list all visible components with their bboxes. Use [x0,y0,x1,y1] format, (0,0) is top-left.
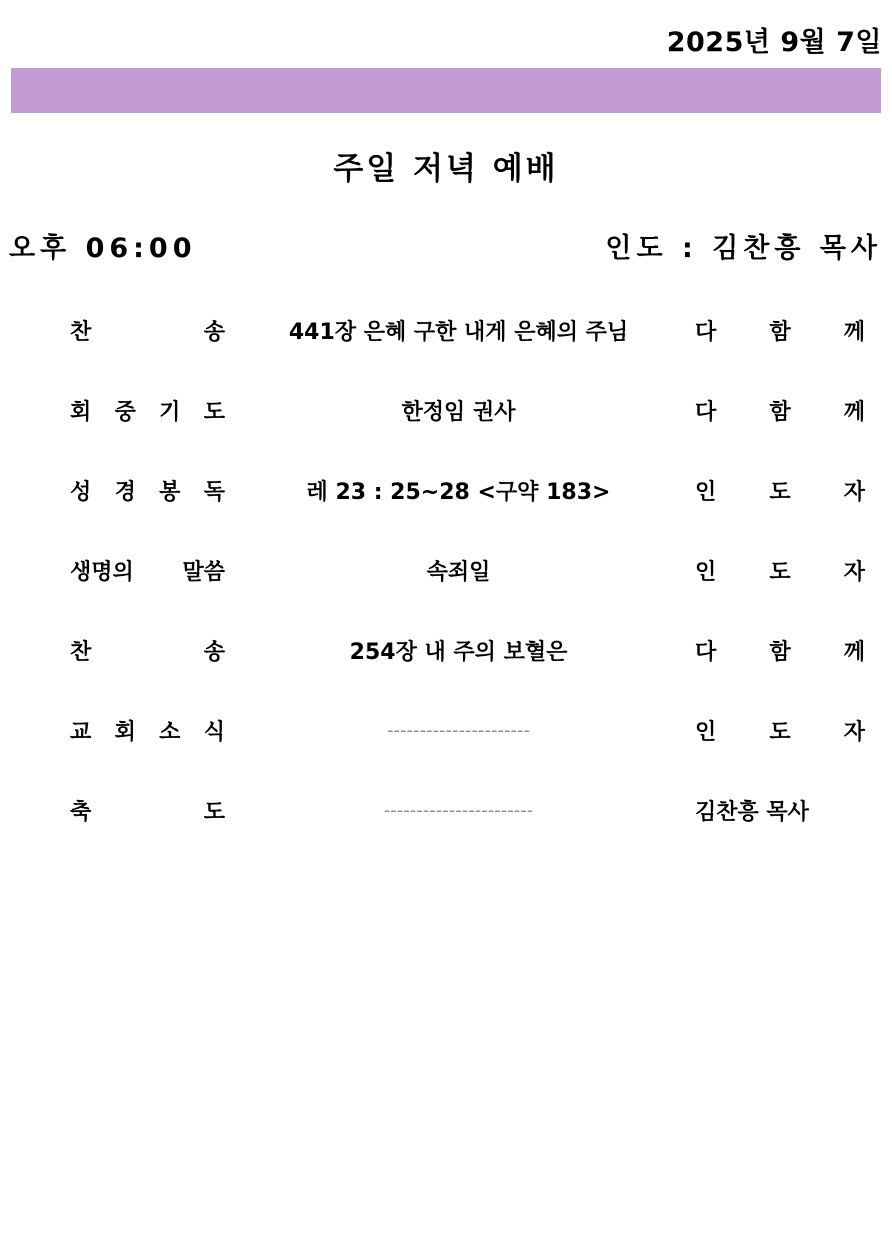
order-item-content: 441장 은혜 구한 내게 은혜의 주님 [288,319,629,345]
order-row [0,610,892,690]
order-item-participant-part: 김찬흥 목사 [695,799,809,825]
order-item-label [70,530,225,610]
order-item-label [70,290,225,370]
order-item-participant [695,530,865,610]
order-item-label [70,450,225,530]
order-item-participant-part: 께 [843,399,865,425]
order-row [0,290,892,370]
order-item-participant-part: 다 [695,319,717,345]
order-item-label-part: 봉 [159,479,181,505]
order-item-participant-part: 함 [769,319,791,345]
order-item-label-part: 찬 [70,639,92,665]
order-item-participant-part: 도 [769,719,791,745]
order-item-participant-part: 자 [843,559,865,585]
order-item-content: 한정임 권사 [401,399,516,425]
service-date: 2025년 9월 7일 [666,27,882,58]
order-item-participant [695,690,865,770]
order-item-label-part: 식 [203,719,225,745]
order-item-label-part: 송 [203,319,225,345]
order-item-participant-part: 인 [695,559,717,585]
order-item-participant-part: 다 [695,639,717,665]
order-item-participant-part: 함 [769,639,791,665]
order-item-participant-part: 다 [695,399,717,425]
order-item-label-part: 축 [70,799,92,825]
order-item-label [70,770,225,850]
order-item-label-part: 말씀 [182,559,225,585]
header-accent-bar [11,68,881,113]
order-item-label-part: 찬 [70,319,92,345]
order-item-label-part: 회 [70,399,92,425]
order-item-participant-part: 인 [695,719,717,745]
order-item-participant-part: 함 [769,399,791,425]
order-item-participant-part: 자 [843,479,865,505]
order-item-content: ---------------------- [387,719,530,741]
order-item-content: 속죄일 [426,559,491,585]
order-item-participant-part: 께 [843,639,865,665]
order-row [0,690,892,770]
order-of-worship [0,290,892,850]
order-item-participant [695,370,865,450]
order-item-label-part: 도 [203,399,225,425]
order-item-participant-part: 자 [843,719,865,745]
service-title: 주일 저녁 예배 [333,151,559,187]
order-item-label-part: 소 [159,719,181,745]
order-row [0,530,892,610]
order-row [0,370,892,450]
order-item-label [70,690,225,770]
order-item-participant [695,770,865,850]
order-item-participant [695,450,865,530]
order-item-label-part: 도 [203,799,225,825]
order-item-label [70,610,225,690]
order-item-label-part: 경 [114,479,136,505]
order-item-participant [695,610,865,690]
order-item-label [70,370,225,450]
order-item-content: ----------------------- [383,799,534,821]
order-item-participant-part: 도 [769,559,791,585]
service-leader: 인도 : 김찬흥 목사 [605,233,882,264]
order-item-participant-part: 도 [769,479,791,505]
order-item-content: 254장 내 주의 보혈은 [349,639,568,665]
order-item-label-part: 생명의 [70,559,134,585]
order-row [0,450,892,530]
order-item-participant [695,290,865,370]
order-item-label-part: 송 [203,639,225,665]
order-item-label-part: 독 [203,479,225,505]
order-row [0,770,892,850]
service-time: 오후 06:00 [9,233,197,264]
order-item-content: 레 23 : 25~28 <구약 183> [306,479,611,505]
order-item-label-part: 회 [114,719,136,745]
order-item-label-part: 교 [70,719,92,745]
order-item-participant-part: 인 [695,479,717,505]
order-item-label-part: 기 [159,399,181,425]
order-item-label-part: 중 [114,399,136,425]
order-item-label-part: 성 [70,479,92,505]
order-item-participant-part: 께 [843,319,865,345]
